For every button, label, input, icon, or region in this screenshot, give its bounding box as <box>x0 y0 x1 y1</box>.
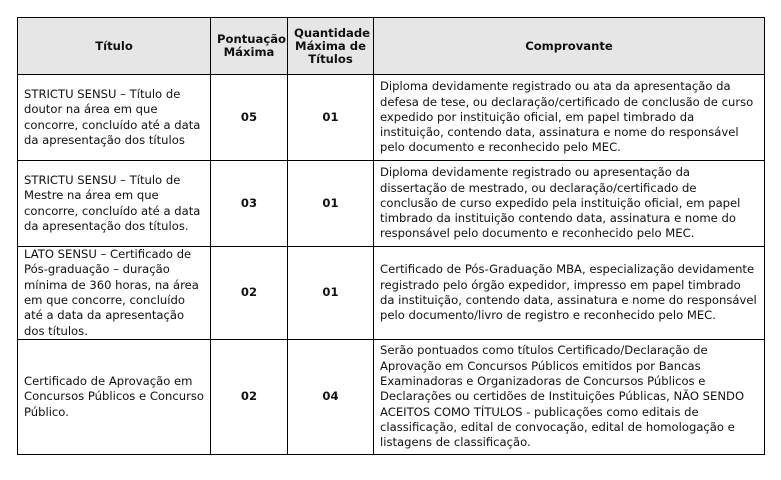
cell-comprovante: Serão pontuados como títulos Certificado/Declaração de Aprovação em Concursos Públicos emitidos por Bancas Examinadoras e Organizadoras de Concursos Públicos e Declarações ou certidões de Instituições Públicas, NÃO SENDO ACEITOS COMO TÍTULOS - publicações como editais de classificação, edital de convocação, edital de homologação e listagens de classificação. <box>374 340 765 455</box>
table-row <box>18 340 765 455</box>
cell-titulo: STRICTU SENSU – Título de Mestre na área em que concorre, concluído até a data da apresentação dos títulos. <box>18 161 211 247</box>
cell-pontuacao: 02 <box>211 340 288 455</box>
cell-titulo: LATO SENSU – Certificado de Pós-graduação – duração mínima de 360 horas, na área em que concorre, concluído até a data da apresentação dos títulos. <box>18 247 211 340</box>
table-row <box>18 75 765 161</box>
table-row <box>18 247 765 340</box>
titles-scoring-table <box>17 17 765 455</box>
cell-comprovante: Diploma devidamente registrado ou apresentação da dissertação de mestrado, ou declaração/certificado de conclusão de curso expedido pela instituição oficial, em papel timbrado da instituição contendo data, assinatura e nome do responsável pelo documento e reconhecido pelo MEC. <box>374 161 765 247</box>
cell-quantidade: 04 <box>288 340 374 455</box>
cell-pontuacao: 05 <box>211 75 288 161</box>
cell-pontuacao: 02 <box>211 247 288 340</box>
header-quantidade-maxima: Quantidade Máxima de Títulos <box>288 18 374 75</box>
header-pontuacao-maxima: Pontuação Máxima <box>211 18 288 75</box>
cell-comprovante: Certificado de Pós-Graduação MBA, especialização devidamente registrado pelo órgão expedidor, impresso em papel timbrado da instituição, contendo data, assinatura e nome do responsável pelo documento/livro de registro e reconhecido pelo MEC. <box>374 247 765 340</box>
header-titulo: Título <box>18 18 211 75</box>
header-comprovante: Comprovante <box>374 18 765 75</box>
cell-quantidade: 01 <box>288 247 374 340</box>
cell-quantidade: 01 <box>288 161 374 247</box>
cell-titulo: Certificado de Aprovação em Concursos Públicos e Concurso Público. <box>18 340 211 455</box>
cell-quantidade: 01 <box>288 75 374 161</box>
cell-pontuacao: 03 <box>211 161 288 247</box>
cell-titulo: STRICTU SENSU – Título de doutor na área em que concorre, concluído até a data da apresentação dos títulos <box>18 75 211 161</box>
table-header-row <box>18 18 765 75</box>
table-row <box>18 161 765 247</box>
cell-comprovante: Diploma devidamente registrado ou ata da apresentação da defesa de tese, ou declaração/certificado de conclusão de curso expedido por instituição oficial, em papel timbrado da instituição, contendo data, assinatura e nome do responsável pelo documento e reconhecido pelo MEC. <box>374 75 765 161</box>
